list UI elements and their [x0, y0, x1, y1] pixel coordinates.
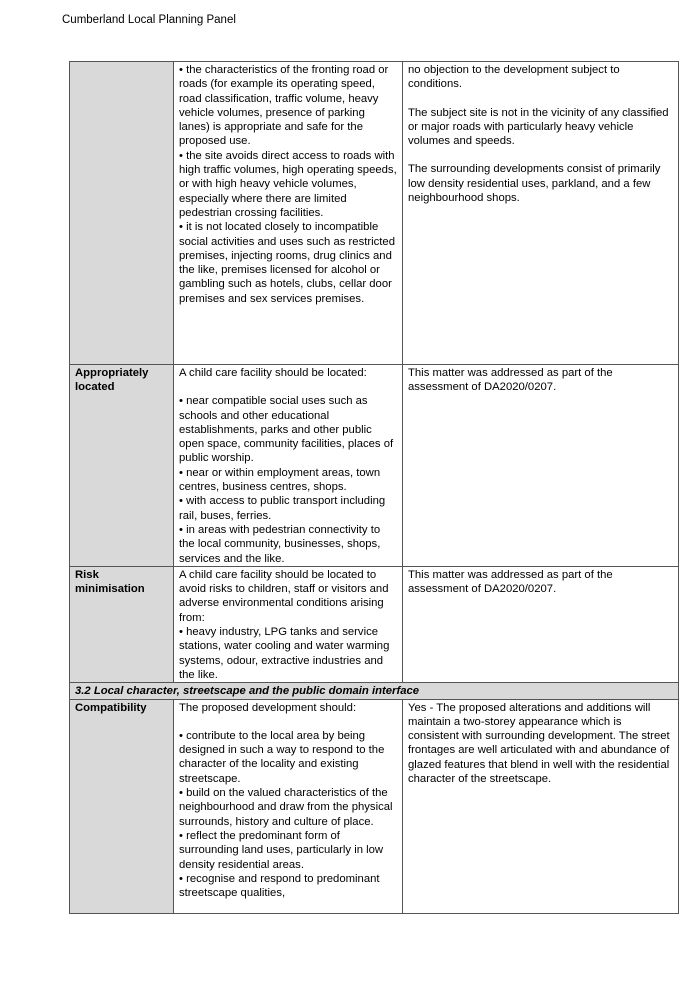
criteria-item: • near or within employment areas, town centres, business centres, shops. [179, 466, 381, 494]
criteria-cell [174, 365, 403, 567]
table-row [70, 566, 679, 682]
row-label: Appropriately located [70, 365, 174, 567]
comment-text: The subject site is not in the vicinity of any classified or major roads with particularly heavy vehicle volumes and speeds. [408, 106, 669, 148]
comment-cell [403, 699, 679, 913]
criteria-intro: The proposed development should: [179, 701, 357, 714]
criteria-intro: A child care facility should be located: [179, 367, 367, 379]
table-row [70, 62, 679, 365]
criteria-item: • contribute to the local area by being designed in such a way to respond to the character of the locality and existing streetscape. [179, 729, 385, 785]
criteria-item: • near compatible social uses such as schools and other educational establishments, parks and other public open space, community facilities, places of public worship. [179, 395, 394, 465]
criteria-item: • the site avoids direct access to roads with high traffic volumes, high operating speeds, or with high heavy vehicle volumes, especially where there are limited pedestrian crossing facilities. [179, 149, 397, 219]
criteria-item: • with access to public transport including rail, buses, ferries. [179, 495, 386, 522]
page-header: Cumberland Local Planning Panel [62, 14, 236, 26]
comment-text: no objection to the development subject to conditions. [408, 64, 620, 91]
section-row [70, 683, 679, 699]
criteria-cell [174, 566, 403, 682]
table-row [70, 699, 679, 913]
criteria-cell [174, 699, 403, 913]
comment-text: This matter was addressed as part of the assessment of DA2020/0207. [408, 568, 613, 596]
comment-cell [403, 62, 679, 365]
criteria-intro: A child care facility should be located to avoid risks to children, staff or visitors and adverse environmental conditions arising from: [179, 568, 389, 624]
table-row [70, 365, 679, 567]
criteria-item: • in areas with pedestrian connectivity to the local community, businesses, shops, services and the like. [179, 523, 381, 565]
criteria-cell [174, 62, 403, 365]
assessment-table [69, 61, 679, 914]
section-heading: 3.2 Local character, streetscape and the public domain interface [70, 683, 679, 699]
row-label [70, 62, 174, 365]
comment-cell [403, 566, 679, 682]
row-label: Risk minimisation [70, 566, 174, 682]
criteria-item: • recognise and respond to predominant streetscape qualities, [179, 872, 380, 900]
criteria-item: • reflect the predominant form of surrounding land uses, particularly in low density residential areas. [179, 829, 384, 871]
comment-cell [403, 365, 679, 567]
comment-text: Yes - The proposed alterations and additions will maintain a two-storey appearance which is consistent with surrounding development. The street frontages are well articulated with and abundance of glazed features that blend in well with the residential character of the streetscape. [408, 701, 670, 786]
criteria-item: • it is not located closely to incompatible social activities and uses such as restricted premises, injecting rooms, drug clinics and the like, premises licensed for alcohol or gambling such as hotels, clubs, cellar door premises and sex services premises. [179, 221, 395, 305]
criteria-item: • heavy industry, LPG tanks and service stations, water cooling and water warming systems, odour, extractive industries and the like. [179, 626, 390, 681]
comment-text: This matter was addressed as part of the assessment of DA2020/0207. [408, 367, 613, 394]
criteria-item: • the characteristics of the fronting road or roads (for example its operating speed, road classification, traffic volume, heavy vehicle volumes, presence of parking lanes) is appropriate and safe for the proposed use. [179, 64, 389, 148]
comment-text: The surrounding developments consist of primarily low density residential uses, parkland, and a few neighbourhood shops. [408, 163, 661, 205]
criteria-item: • build on the valued characteristics of the neighbourhood and draw from the physical surrounds, history and culture of place. [179, 787, 393, 828]
row-label: Compatibility [70, 699, 174, 913]
